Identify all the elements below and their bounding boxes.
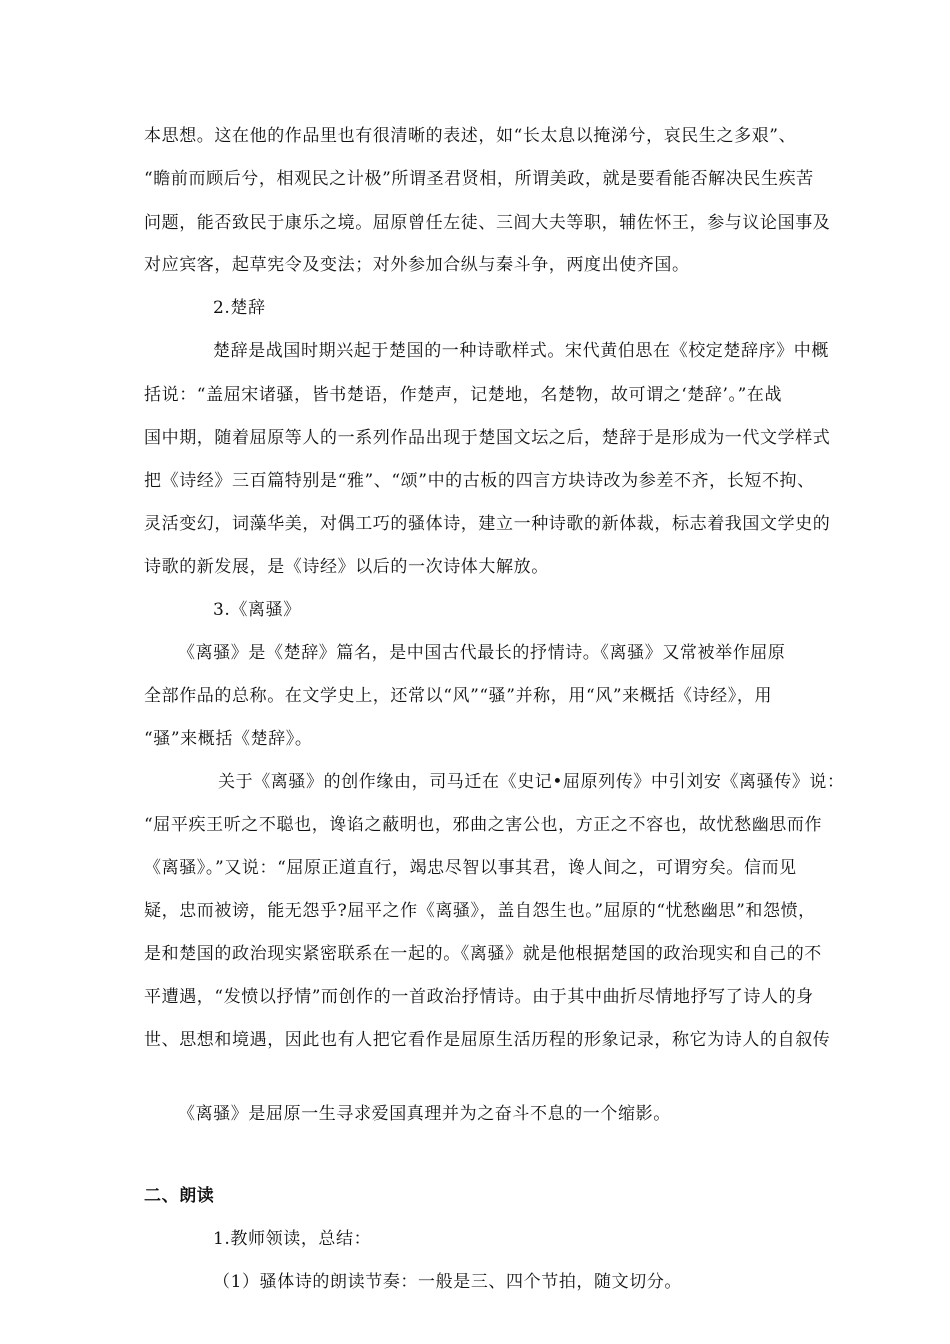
list-item: 1.教师领读，总结： (213, 1229, 372, 1249)
paragraph-line: 问题，能否致民于康乐之境。屈原曾任左徒、三闾大夫等职，辅佐怀王，参与议论国事及 (144, 213, 831, 233)
paragraph-line: 平遭遇，“发愤以抒情”而创作的一首政治抒情诗。由于其中曲折尽情地抒写了诗人的身 (144, 987, 814, 1007)
section-heading-chuci: 2.楚辞 (213, 298, 266, 318)
paragraph-line: 关于《离骚》的创作缘由，司马迁在《史记•屈原列传》中引刘安《离骚传》说： (218, 772, 845, 792)
paragraph-line: 本思想。这在他的作品里也有很清晰的表述，如“长太息以掩涕兮，哀民生之多艰”、 (144, 126, 797, 146)
paragraph-line: “屈平疾王听之不聪也，谗谄之蔽明也，邪曲之害公也，方正之不容也，故忧愁幽思而作 (144, 815, 823, 835)
paragraph-line: 楚辞是战国时期兴起于楚国的一种诗歌样式。宋代黄伯思在《校定楚辞序》中概 (213, 341, 829, 361)
paragraph-line: 诗歌的新发展，是《诗经》以后的一次诗体大解放。 (144, 557, 549, 577)
paragraph-line: 《离骚》是《楚辞》篇名，是中国古代最长的抒情诗。《离骚》又常被举作屈原 (178, 643, 786, 663)
paragraph-line: 《离骚》是屈原一生寻求爱国真理并为之奋斗不息的一个缩影。 (178, 1104, 671, 1124)
paragraph-line: “骚”来概括《楚辞》。 (144, 729, 313, 749)
paragraph-line: 把《诗经》三百篇特别是“雅”、“颂”中的古板的四言方块诗改为参差不齐，长短不拘、 (144, 471, 815, 491)
paragraph-line: 是和楚国的政治现实紧密联系在一起的。《离骚》就是他根据楚国的政治现实和自己的不 (144, 944, 822, 964)
paragraph-line: 括说：“盖屈宋诸骚，皆书楚语，作楚声，记楚地，名楚物，故可谓之‘楚辞’。”在战 (144, 385, 783, 405)
list-item: （1）骚体诗的朗读节奏：一般是三、四个节拍，随文切分。 (213, 1272, 683, 1292)
paragraph-line: “瞻前而顾后兮，相观民之计极”所谓圣君贤相，所谓美政，就是要看能否解决民生疾苦 (144, 169, 814, 189)
paragraph-line: 《离骚》。”又说：“屈原正道直行，竭忠尽智以事其君，谗人间之，可谓穷矣。信而见 (144, 858, 797, 878)
paragraph-line: 全部作品的总称。在文学史上，还常以“风”“骚”并称，用“风”来概括《诗经》，用 (144, 686, 773, 706)
paragraph-line: 对应宾客，起草宪令及变法；对外参加合纵与秦斗争，两度出使齐国。 (144, 255, 690, 275)
paragraph-line: 疑，忠而被谤，能无怨乎?屈平之作《离骚》，盖自怨生也。”屈原的“忧愁幽思”和怨愤， (144, 901, 816, 921)
paragraph-line: 国中期，随着屈原等人的一系列作品出现于楚国文坛之后，楚辞于是形成为一代文学样式 (144, 428, 831, 448)
paragraph-line: 灵活变幻，词藻华美，对偶工巧的骚体诗，建立一种诗歌的新体裁，标志着我国文学史的 (144, 514, 831, 534)
section-heading-reading: 二、朗读 (144, 1186, 215, 1206)
paragraph-line: 世、思想和境遇，因此也有人把它看作是屈原生活历程的形象记录，称它为诗人的自叙传 (144, 1030, 831, 1050)
section-heading-lisao: 3.《离骚》 (213, 600, 301, 620)
